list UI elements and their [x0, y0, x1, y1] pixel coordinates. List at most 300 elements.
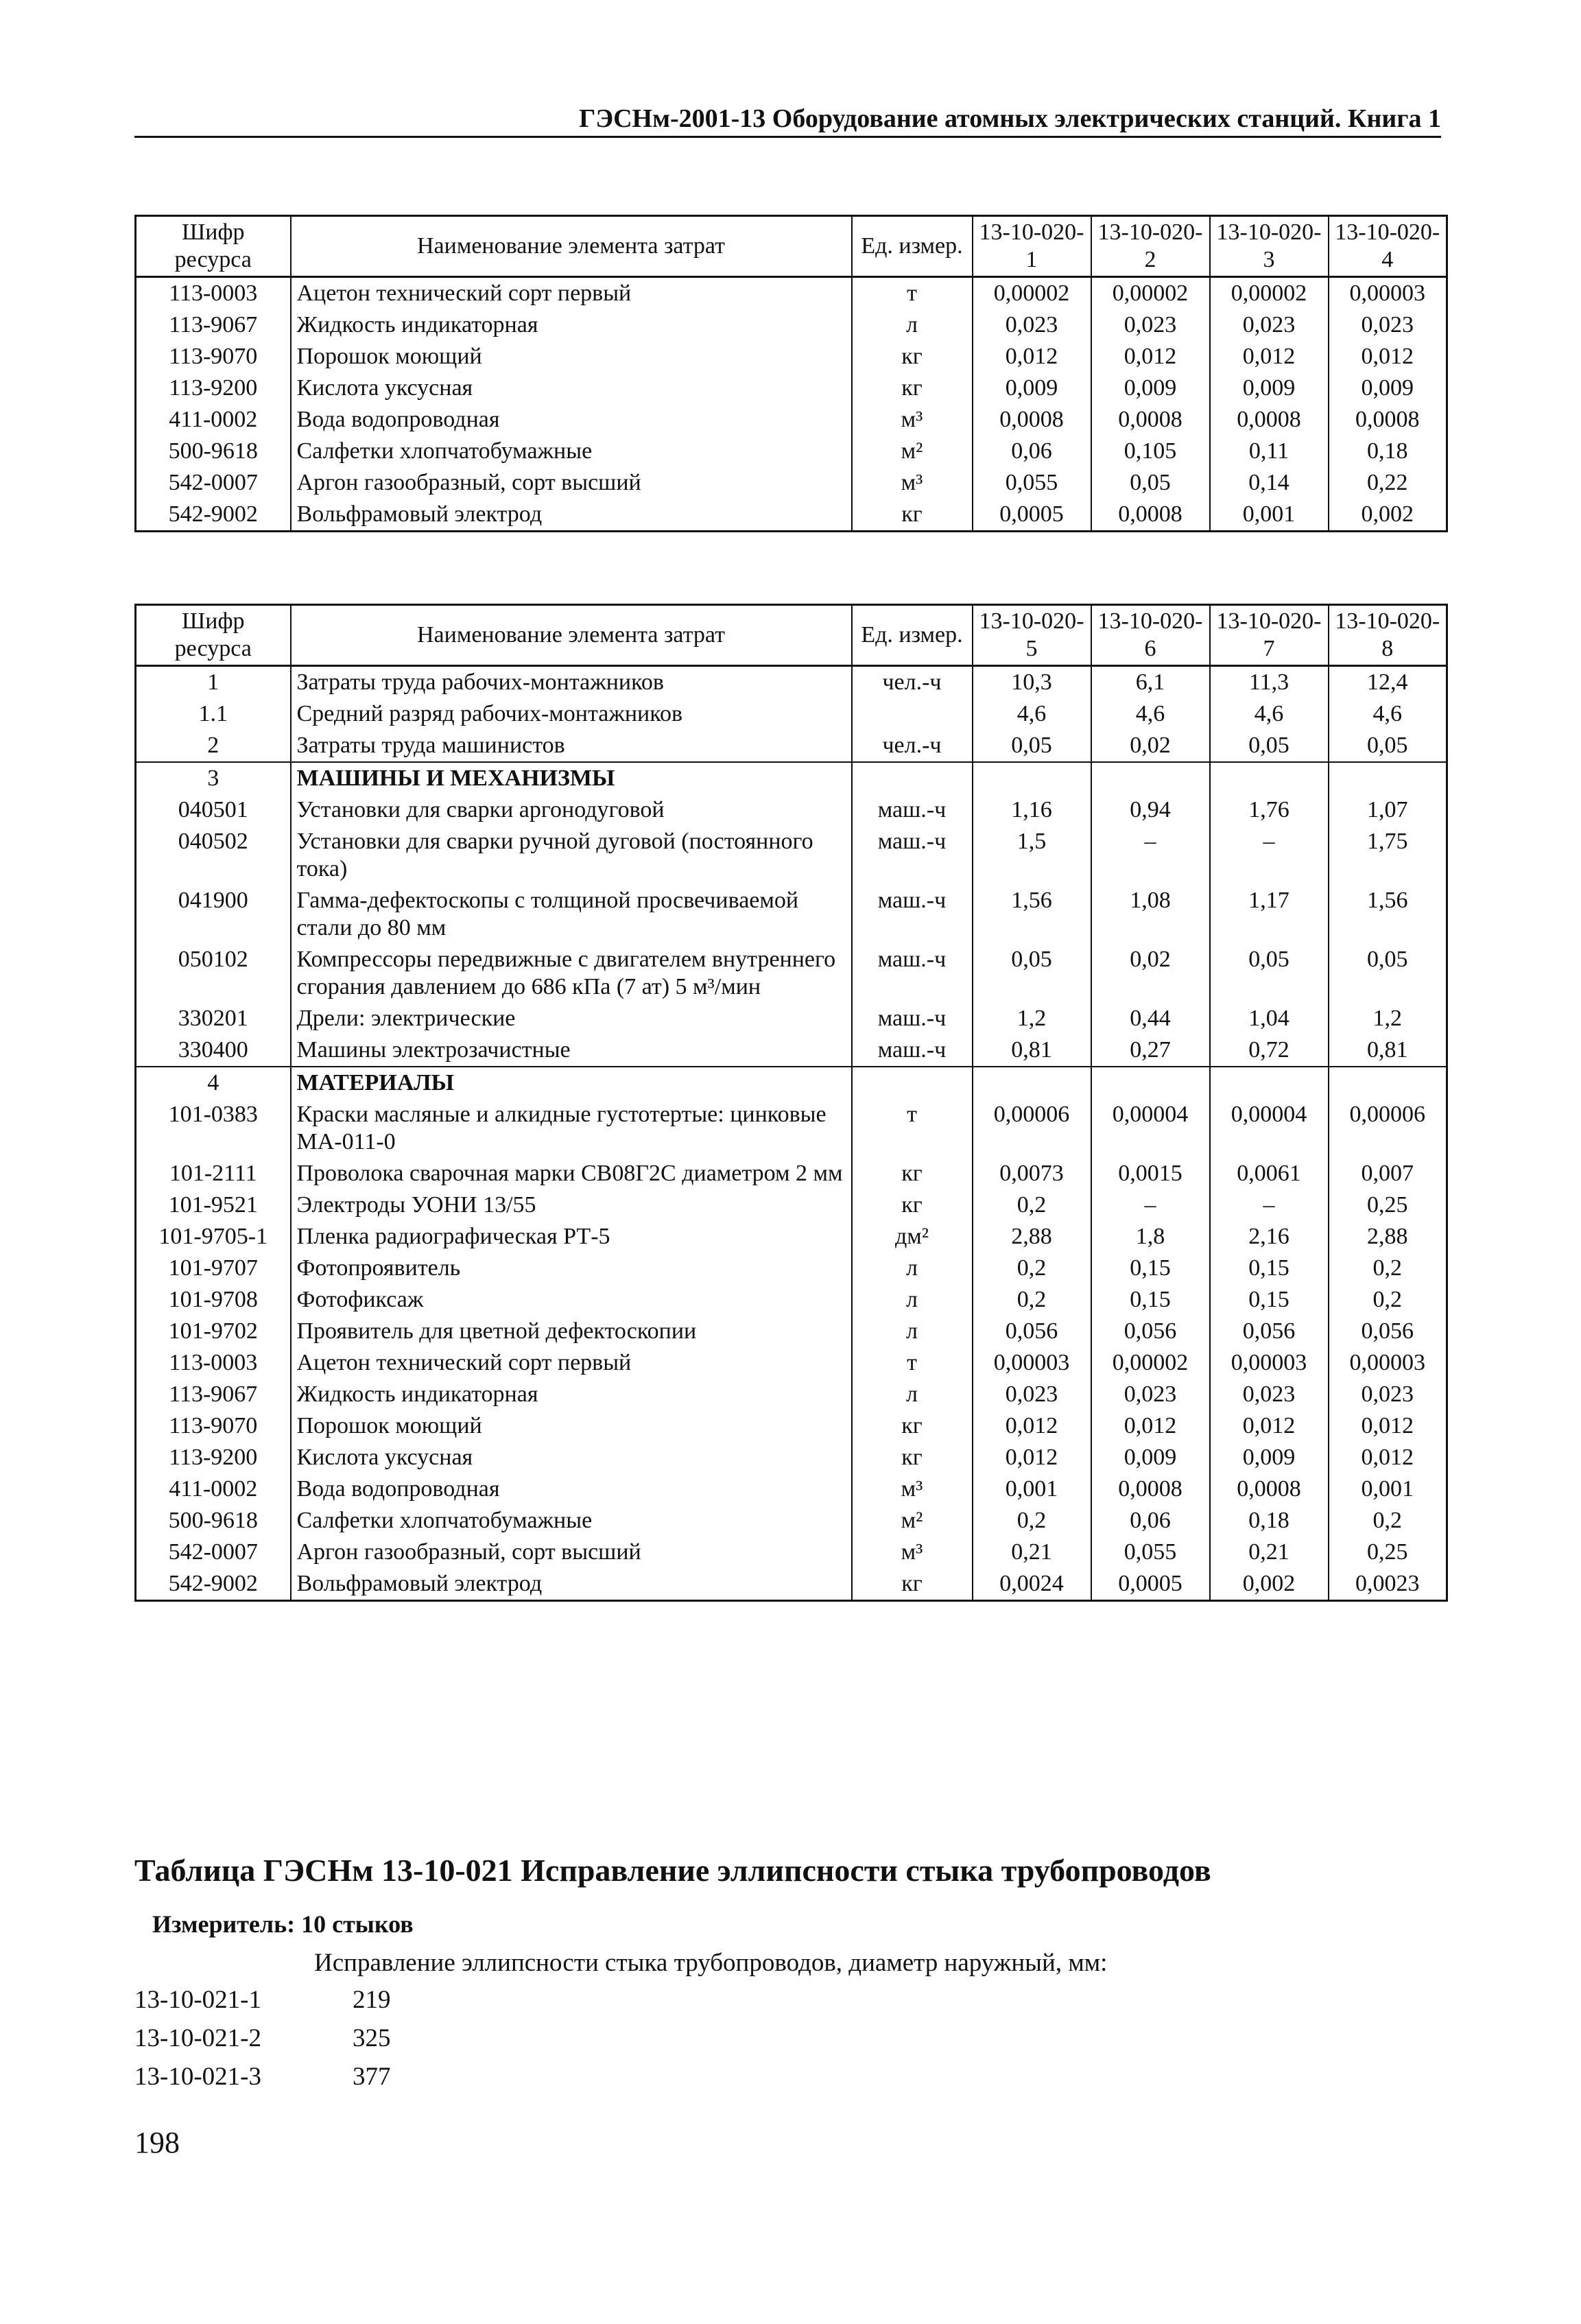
value-cell: 1,08 [1091, 885, 1210, 944]
value-cell: 0,023 [1329, 1379, 1447, 1410]
resource-unit: кг [852, 1410, 973, 1442]
value-cell: 0,0015 [1091, 1158, 1210, 1189]
resource-name: Краски масляные и алкидные густотертые: цинковые МА-011-0 [291, 1099, 852, 1158]
resource-code: 050102 [136, 944, 291, 1003]
resource-name: Электроды УОНИ 13/55 [291, 1189, 852, 1221]
table-row [136, 698, 1447, 730]
value-cell: 1,2 [973, 1003, 1091, 1034]
value-cell: 0,0008 [1210, 1473, 1329, 1505]
resource-name: Вода водопроводная [291, 404, 852, 436]
resource-unit: л [852, 1253, 973, 1284]
resource-name: Вольфрамовый электрод [291, 499, 852, 532]
value-cell: 0,0008 [1091, 404, 1210, 436]
resource-code: 101-9707 [136, 1253, 291, 1284]
value-cell: 0,023 [1091, 1379, 1210, 1410]
resource-name: МАШИНЫ И МЕХАНИЗМЫ [291, 762, 852, 794]
table-row [136, 1442, 1447, 1473]
value-cell: 0,22 [1329, 467, 1447, 499]
value-cell: 0,94 [1091, 794, 1210, 826]
value-cell: 0,15 [1091, 1253, 1210, 1284]
resource-unit: кг [852, 1189, 973, 1221]
value-cell: 12,4 [1329, 666, 1447, 699]
value-cell: 0,0008 [1210, 404, 1329, 436]
resource-code: 101-2111 [136, 1158, 291, 1189]
table-row [136, 1158, 1447, 1189]
resource-name: Порошок моющий [291, 1410, 852, 1442]
table-header-row [136, 605, 1447, 666]
value-cell: 2,88 [1329, 1221, 1447, 1253]
value-cell: 0,2 [973, 1505, 1091, 1537]
table-row [136, 1505, 1447, 1537]
resource-code: 330201 [136, 1003, 291, 1034]
value-cell: 0,15 [1210, 1284, 1329, 1316]
resource-code: 101-9705-1 [136, 1221, 291, 1253]
table-row [136, 404, 1447, 436]
resource-unit [852, 1067, 973, 1099]
resource-name: Затраты труда рабочих-монтажников [291, 666, 852, 699]
resource-name: Фотопроявитель [291, 1253, 852, 1284]
value-cell: 0,18 [1210, 1505, 1329, 1537]
resource-code: 113-9070 [136, 1410, 291, 1442]
resource-code: 411-0002 [136, 1473, 291, 1505]
resource-code: 4 [136, 1067, 291, 1099]
resource-code: 101-0383 [136, 1099, 291, 1158]
resource-code: 113-9200 [136, 372, 291, 404]
resource-name: Жидкость индикаторная [291, 309, 852, 341]
value-cell: – [1210, 826, 1329, 885]
resource-unit: кг [852, 1568, 973, 1601]
value-cell: 0,2 [973, 1253, 1091, 1284]
resource-table-2 [134, 604, 1448, 1602]
header-unit: Ед. измер. [852, 216, 973, 277]
table-row [136, 1099, 1447, 1158]
value-cell: 0,056 [973, 1316, 1091, 1347]
resource-name: Машины электрозачистные [291, 1034, 852, 1067]
value-cell: 0,81 [973, 1034, 1091, 1067]
value-cell: 0,056 [1210, 1316, 1329, 1347]
variant-code: 13-10-021-3 [134, 2063, 261, 2091]
table-row [136, 436, 1447, 467]
resource-name: МАТЕРИАЛЫ [291, 1067, 852, 1099]
header-col-2: 13-10-020-2 [1091, 216, 1210, 277]
resource-name: Вода водопроводная [291, 1473, 852, 1505]
value-cell: 0,2 [973, 1284, 1091, 1316]
resource-unit: т [852, 1099, 973, 1158]
header-col-4: 13-10-020-4 [1329, 216, 1447, 277]
value-cell: 0,0008 [973, 404, 1091, 436]
resource-unit: л [852, 1379, 973, 1410]
value-cell: 0,72 [1210, 1034, 1329, 1067]
value-cell: 0,2 [973, 1189, 1091, 1221]
resource-name: Пленка радиографическая РТ-5 [291, 1221, 852, 1253]
value-cell: 2,16 [1210, 1221, 1329, 1253]
value-cell: 0,023 [973, 309, 1091, 341]
section-row [136, 762, 1447, 794]
resource-code: 113-9067 [136, 1379, 291, 1410]
resource-unit: чел.-ч [852, 666, 973, 699]
resource-code: 330400 [136, 1034, 291, 1067]
value-cell: 0,05 [1091, 467, 1210, 499]
value-cell: – [1091, 826, 1210, 885]
value-cell: 0,05 [973, 730, 1091, 762]
value-cell: 11,3 [1210, 666, 1329, 699]
resource-unit: м² [852, 436, 973, 467]
table-row [136, 341, 1447, 372]
table-row [136, 1473, 1447, 1505]
value-cell: 0,012 [973, 341, 1091, 372]
value-cell: 0,0073 [973, 1158, 1091, 1189]
value-cell: 0,00003 [973, 1347, 1091, 1379]
table-row [136, 499, 1447, 532]
resource-code: 101-9708 [136, 1284, 291, 1316]
resource-unit: м³ [852, 404, 973, 436]
resource-unit: маш.-ч [852, 885, 973, 944]
value-cell: 0,009 [1091, 1442, 1210, 1473]
section-row [136, 1067, 1447, 1099]
page-header: ГЭСНм-2001-13 Оборудование атомных электрических станций. Книга 1 [134, 103, 1441, 138]
resource-code: 040501 [136, 794, 291, 826]
resource-unit: л [852, 1316, 973, 1347]
value-cell: 0,002 [1210, 1568, 1329, 1601]
value-cell: 0,012 [1329, 1442, 1447, 1473]
value-cell: 1,8 [1091, 1221, 1210, 1253]
table-2-body [136, 666, 1447, 1601]
value-cell: 0,15 [1210, 1253, 1329, 1284]
value-cell: 0,001 [1329, 1473, 1447, 1505]
resource-unit: кг [852, 1442, 973, 1473]
value-cell: 0,055 [1091, 1537, 1210, 1568]
value-cell: 1,75 [1329, 826, 1447, 885]
resource-name: Затраты труда машинистов [291, 730, 852, 762]
value-cell: 1,56 [1329, 885, 1447, 944]
resource-code: 040502 [136, 826, 291, 885]
table-row [136, 794, 1447, 826]
value-cell: 0,44 [1091, 1003, 1210, 1034]
value-cell: 0,012 [1091, 1410, 1210, 1442]
value-cell [1210, 762, 1329, 794]
header-unit: Ед. измер. [852, 605, 973, 666]
table-row [136, 1221, 1447, 1253]
value-cell: 0,00003 [1329, 1347, 1447, 1379]
resource-name: Ацетон технический сорт первый [291, 1347, 852, 1379]
resource-name: Кислота уксусная [291, 1442, 852, 1473]
value-cell: 4,6 [1329, 698, 1447, 730]
resource-code: 101-9521 [136, 1189, 291, 1221]
variant-code: 13-10-021-2 [134, 2024, 261, 2052]
variant-item [134, 2024, 391, 2062]
variant-item [134, 1985, 391, 2024]
value-cell [1210, 1067, 1329, 1099]
value-cell: 0,00006 [973, 1099, 1091, 1158]
value-cell: 0,012 [1091, 341, 1210, 372]
value-cell: 0,27 [1091, 1034, 1210, 1067]
header-name: Наименование элемента затрат [291, 216, 852, 277]
value-cell: 0,02 [1091, 944, 1210, 1003]
value-cell: 0,023 [1091, 309, 1210, 341]
table-row [136, 277, 1447, 310]
resource-unit: л [852, 1284, 973, 1316]
value-cell: 0,81 [1329, 1034, 1447, 1067]
value-cell: 0,0008 [1329, 404, 1447, 436]
resource-unit: т [852, 277, 973, 310]
header-name: Наименование элемента затрат [291, 605, 852, 666]
value-cell: 0,0061 [1210, 1158, 1329, 1189]
resource-code: 113-9200 [136, 1442, 291, 1473]
value-cell: 0,05 [1329, 944, 1447, 1003]
value-cell: 0,25 [1329, 1189, 1447, 1221]
value-cell: 0,009 [1210, 1442, 1329, 1473]
resource-unit: м² [852, 1505, 973, 1537]
resource-unit: т [852, 1347, 973, 1379]
value-cell: 0,00004 [1210, 1099, 1329, 1158]
value-cell: 4,6 [973, 698, 1091, 730]
resource-unit: кг [852, 372, 973, 404]
value-cell: 0,012 [1329, 1410, 1447, 1442]
resource-code: 3 [136, 762, 291, 794]
resource-table-1 [134, 215, 1448, 532]
value-cell: 0,007 [1329, 1158, 1447, 1189]
resource-unit: маш.-ч [852, 794, 973, 826]
value-cell: 0,00006 [1329, 1099, 1447, 1158]
resource-name: Ацетон технический сорт первый [291, 277, 852, 310]
value-cell: 0,2 [1329, 1284, 1447, 1316]
resource-name: Аргон газообразный, сорт высший [291, 1537, 852, 1568]
table-row [136, 1410, 1447, 1442]
value-cell [973, 1067, 1091, 1099]
value-cell: 0,012 [973, 1410, 1091, 1442]
value-cell: 1,56 [973, 885, 1091, 944]
resource-name: Гамма-дефектоскопы с толщиной просвечиваемой стали до 80 мм [291, 885, 852, 944]
value-cell: 0,11 [1210, 436, 1329, 467]
table-row [136, 1316, 1447, 1347]
resource-name: Установки для сварки аргонодуговой [291, 794, 852, 826]
value-cell: 0,00003 [1329, 277, 1447, 310]
table-row [136, 1537, 1447, 1568]
table-header-row [136, 216, 1447, 277]
value-cell: 0,14 [1210, 467, 1329, 499]
variant-diameter: 219 [353, 1986, 391, 2014]
variant-code: 13-10-021-1 [134, 1986, 261, 2014]
resource-code: 101-9702 [136, 1316, 291, 1347]
value-cell: 0,18 [1329, 436, 1447, 467]
value-cell: 0,009 [1329, 372, 1447, 404]
resource-name: Компрессоры передвижные с двигателем внутреннего сгорания давлением до 686 кПа (7 ат) 5 м³/мин [291, 944, 852, 1003]
value-cell: 2,88 [973, 1221, 1091, 1253]
value-cell: 10,3 [973, 666, 1091, 699]
variant-item [134, 2062, 391, 2100]
table-row [136, 1003, 1447, 1034]
value-cell [1329, 762, 1447, 794]
section-title: Таблица ГЭСНм 13-10-021 Исправление эллипсности стыка трубопроводов [134, 1853, 1211, 1888]
value-cell: 0,002 [1329, 499, 1447, 532]
value-cell: 0,012 [1210, 341, 1329, 372]
value-cell: 0,05 [1210, 730, 1329, 762]
value-cell: 0,001 [973, 1473, 1091, 1505]
value-cell [1091, 1067, 1210, 1099]
resource-unit: кг [852, 341, 973, 372]
value-cell: 0,009 [1210, 372, 1329, 404]
table-row [136, 666, 1447, 699]
value-cell: 0,012 [1329, 341, 1447, 372]
value-cell: 0,0008 [1091, 499, 1210, 532]
resource-unit: дм² [852, 1221, 973, 1253]
resource-name: Установки для сварки ручной дуговой (постоянного тока) [291, 826, 852, 885]
table-row [136, 1347, 1447, 1379]
value-cell: 0,023 [1210, 1379, 1329, 1410]
value-cell: 0,06 [1091, 1505, 1210, 1537]
resource-unit: маш.-ч [852, 826, 973, 885]
value-cell: 1,04 [1210, 1003, 1329, 1034]
resource-unit: л [852, 309, 973, 341]
value-cell: 1,17 [1210, 885, 1329, 944]
resource-unit: кг [852, 1158, 973, 1189]
resource-name: Салфетки хлопчатобумажные [291, 436, 852, 467]
value-cell: 0,0005 [1091, 1568, 1210, 1601]
resource-name: Кислота уксусная [291, 372, 852, 404]
value-cell: 0,06 [973, 436, 1091, 467]
header-col-4: 13-10-020-8 [1329, 605, 1447, 666]
table-row [136, 1284, 1447, 1316]
dimension-caption: Исправление эллипсности стыка трубопроводов, диаметр наружный, мм: [314, 1949, 1108, 1977]
value-cell: 1,07 [1329, 794, 1447, 826]
resource-name: Жидкость индикаторная [291, 1379, 852, 1410]
value-cell: 0,00002 [973, 277, 1091, 310]
value-cell [1329, 1067, 1447, 1099]
value-cell: 0,056 [1091, 1316, 1210, 1347]
value-cell: 0,2 [1329, 1253, 1447, 1284]
value-cell: 0,009 [973, 372, 1091, 404]
value-cell: 1,16 [973, 794, 1091, 826]
value-cell: 1,2 [1329, 1003, 1447, 1034]
value-cell: 0,00004 [1091, 1099, 1210, 1158]
value-cell: 0,15 [1091, 1284, 1210, 1316]
value-cell: 0,023 [1210, 309, 1329, 341]
resource-name: Салфетки хлопчатобумажные [291, 1505, 852, 1537]
resource-code: 542-9002 [136, 1568, 291, 1601]
value-cell: – [1210, 1189, 1329, 1221]
resource-code: 500-9618 [136, 436, 291, 467]
resource-unit: маш.-ч [852, 944, 973, 1003]
value-cell: 0,21 [973, 1537, 1091, 1568]
value-cell: 0,001 [1210, 499, 1329, 532]
table-row [136, 1379, 1447, 1410]
value-cell: 0,00003 [1210, 1347, 1329, 1379]
resource-code: 542-9002 [136, 499, 291, 532]
header-col-3: 13-10-020-7 [1210, 605, 1329, 666]
value-cell: 0,25 [1329, 1537, 1447, 1568]
value-cell [1091, 762, 1210, 794]
table-1-body [136, 277, 1447, 532]
table-row [136, 1034, 1447, 1067]
resource-name: Проволока сварочная марки СВ08Г2С диаметром 2 мм [291, 1158, 852, 1189]
page-number: 198 [134, 2126, 180, 2159]
resource-name: Порошок моющий [291, 341, 852, 372]
value-cell: 0,056 [1329, 1316, 1447, 1347]
table-row [136, 885, 1447, 944]
value-cell [973, 762, 1091, 794]
value-cell: 0,009 [1091, 372, 1210, 404]
table-row [136, 826, 1447, 885]
value-cell: 0,0008 [1091, 1473, 1210, 1505]
value-cell: 0,0024 [973, 1568, 1091, 1601]
resource-code: 041900 [136, 885, 291, 944]
value-cell: 0,00002 [1210, 277, 1329, 310]
resource-name: Проявитель для цветной дефектоскопии [291, 1316, 852, 1347]
resource-name: Дрели: электрические [291, 1003, 852, 1034]
table-row [136, 944, 1447, 1003]
resource-code: 542-0007 [136, 467, 291, 499]
value-cell: 0,023 [1329, 309, 1447, 341]
resource-unit: м³ [852, 1537, 973, 1568]
header-col-1: 13-10-020-5 [973, 605, 1091, 666]
resource-name: Фотофиксаж [291, 1284, 852, 1316]
resource-unit: м³ [852, 1473, 973, 1505]
resource-unit: чел.-ч [852, 730, 973, 762]
resource-unit: кг [852, 499, 973, 532]
table-row [136, 309, 1447, 341]
resource-code: 113-0003 [136, 277, 291, 310]
value-cell: 0,2 [1329, 1505, 1447, 1537]
resource-code: 542-0007 [136, 1537, 291, 1568]
measure-unit: Измеритель: 10 стыков [152, 1910, 414, 1938]
variant-list [134, 1985, 391, 2100]
value-cell: 0,21 [1210, 1537, 1329, 1568]
value-cell: 0,02 [1091, 730, 1210, 762]
header-col-2: 13-10-020-6 [1091, 605, 1210, 666]
resource-unit: м³ [852, 467, 973, 499]
value-cell: – [1091, 1189, 1210, 1221]
variant-diameter: 325 [353, 2024, 391, 2052]
value-cell: 1,76 [1210, 794, 1329, 826]
resource-code: 113-9067 [136, 309, 291, 341]
value-cell: 0,00002 [1091, 1347, 1210, 1379]
table-row [136, 372, 1447, 404]
resource-code: 113-9070 [136, 341, 291, 372]
value-cell: 4,6 [1091, 698, 1210, 730]
value-cell: 0,012 [973, 1442, 1091, 1473]
resource-name: Средний разряд рабочих-монтажников [291, 698, 852, 730]
resource-name: Аргон газообразный, сорт высший [291, 467, 852, 499]
resource-code: 1 [136, 666, 291, 699]
resource-name: Вольфрамовый электрод [291, 1568, 852, 1601]
value-cell: 0,105 [1091, 436, 1210, 467]
header-code: Шифр ресурса [136, 216, 291, 277]
resource-unit [852, 762, 973, 794]
header-col-3: 13-10-020-3 [1210, 216, 1329, 277]
resource-unit: маш.-ч [852, 1034, 973, 1067]
table-row [136, 730, 1447, 762]
value-cell: 0,055 [973, 467, 1091, 499]
table-row [136, 1253, 1447, 1284]
variant-diameter: 377 [353, 2063, 391, 2091]
resource-code: 500-9618 [136, 1505, 291, 1537]
value-cell: 0,05 [1329, 730, 1447, 762]
table-row [136, 1189, 1447, 1221]
value-cell: 0,023 [973, 1379, 1091, 1410]
header-code: Шифр ресурса [136, 605, 291, 666]
resource-unit [852, 698, 973, 730]
header-col-1: 13-10-020-1 [973, 216, 1091, 277]
value-cell: 1,5 [973, 826, 1091, 885]
resource-code: 1.1 [136, 698, 291, 730]
value-cell: 0,00002 [1091, 277, 1210, 310]
value-cell: 0,05 [1210, 944, 1329, 1003]
table-row [136, 467, 1447, 499]
table-row [136, 1568, 1447, 1601]
resource-unit: маш.-ч [852, 1003, 973, 1034]
resource-code: 2 [136, 730, 291, 762]
value-cell: 0,05 [973, 944, 1091, 1003]
